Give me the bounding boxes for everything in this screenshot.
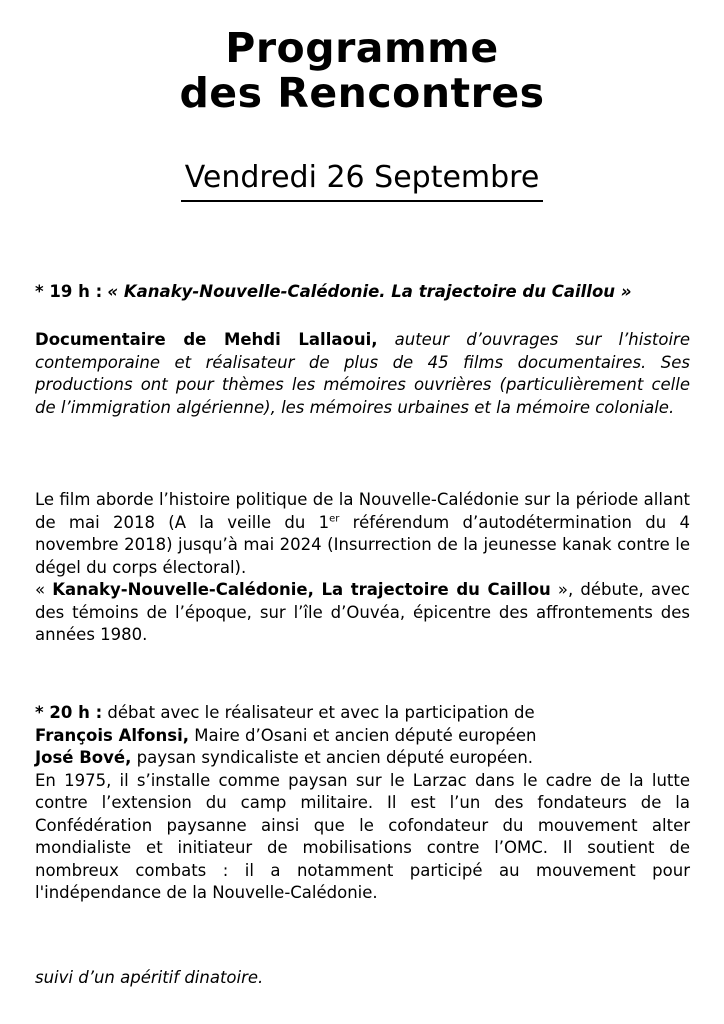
footer-note xyxy=(35,967,690,990)
footer-text: suivi d’un apéritif dinatoire. xyxy=(35,968,264,987)
title-line-1: Programme xyxy=(225,24,499,72)
documentary-author: Documentaire de Mehdi Lallaoui, xyxy=(35,330,378,349)
participant-2-desc: paysan syndicaliste et ancien député européen. xyxy=(131,748,534,767)
participant-2-bio: En 1975, il s’installe comme paysan sur le Larzac dans le cadre de la lutte contre l’extension du camp militaire. Il est l’un des fondateurs de la Confédération paysanne ainsi que le cofondateur du mouvement alter mondialiste et initiateur de mobilisations contre l’OMC. Il soutient de nombreux combats : il a notamment participé au mouvement pour l'indépendance de la Nouvelle-Calédonie. xyxy=(35,770,690,902)
participant-1-name: François Alfonsi, xyxy=(35,725,190,745)
item-19h-time: * 19 h : xyxy=(35,282,103,301)
film-synopsis xyxy=(35,489,690,647)
open-quote: « xyxy=(35,580,53,599)
author-bio: auteur d’ouvrages sur l’histoire contemporaine et réalisateur de plus de 45 films documentaires. Ses productions ont pour thèmes les mémoires ouvrières (particulièrement celle de l’immigration algérienne), les mémoires urbaines et la mémoire coloniale. xyxy=(35,330,690,417)
event-date-text: Vendredi 26 Septembre xyxy=(181,160,544,202)
event-date xyxy=(0,160,724,202)
participant-2-name: José Bové, xyxy=(35,748,132,767)
item-19h-film-title: « Kanaky-Nouvelle-Calédonie. La trajectoire du Caillou » xyxy=(107,282,632,301)
page-title xyxy=(0,26,724,116)
item-20h-time: * 20 h : xyxy=(35,703,103,722)
synopsis-text-1: Le film aborde l’histoire politique de la Nouvelle-Calédonie sur la période allant de mai 2018 (A la veille du 1 xyxy=(35,490,690,532)
title-line-2: des Rencontres xyxy=(179,69,545,117)
debate-intro: débat avec le réalisateur et avec la participation de xyxy=(102,703,535,722)
synopsis-text-3: », débute, avec des témoins de l’époque, sur l’île d’Ouvéa, épicentre des affrontements des années 1980. xyxy=(35,580,690,644)
superscript-er: er xyxy=(329,513,340,524)
item-20h-debate xyxy=(35,702,690,905)
synopsis-text-2: référendum d’autodétermination du 4 novembre 2018) jusqu’à mai 2024 (Insurrection de la jeunesse kanak contre le dégel du corps électoral). xyxy=(35,512,690,577)
synopsis-film-title: Kanaky-Nouvelle-Calédonie, La trajectoire du Caillou xyxy=(52,580,551,599)
item-19h-heading xyxy=(35,281,690,304)
participant-1-desc: Maire d’Osani et ancien député européen xyxy=(189,725,537,745)
documentary-description xyxy=(35,329,690,419)
